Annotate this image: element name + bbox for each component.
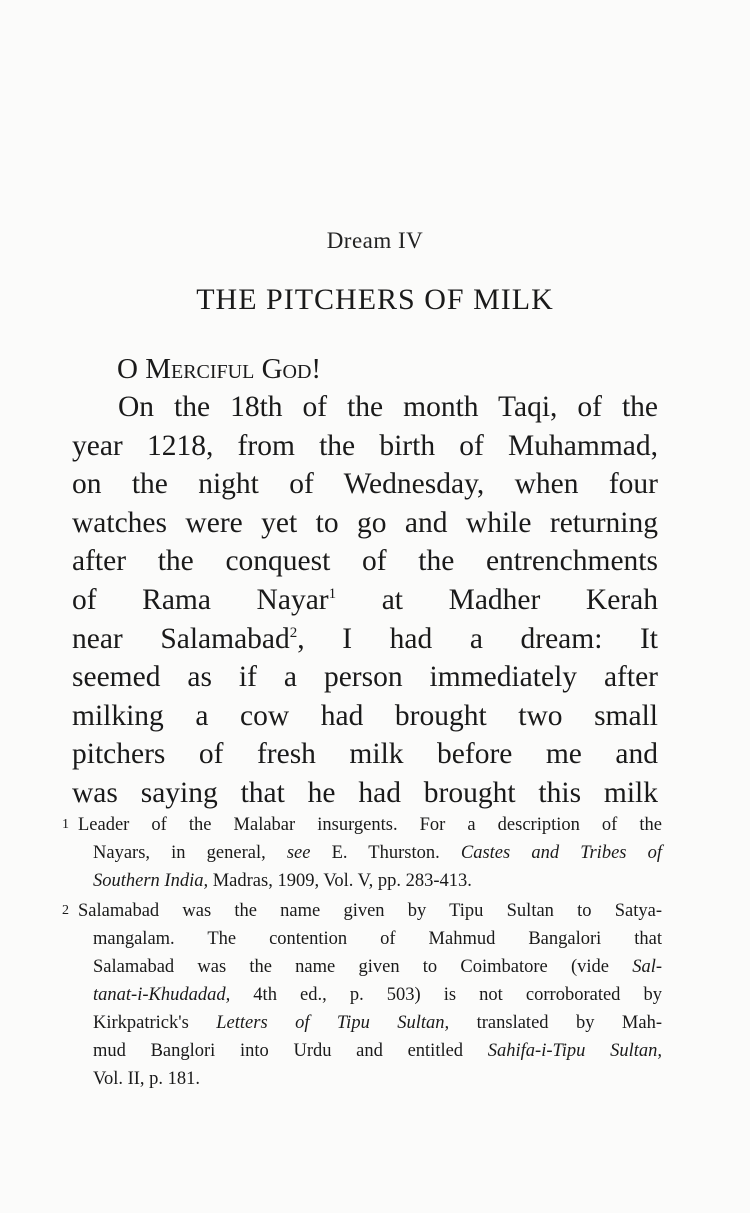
body-line: seemed as if a person immediately after <box>72 661 658 694</box>
footnote-italic: see <box>286 843 311 863</box>
body-text <box>72 388 658 813</box>
body-line-footnote-1 <box>72 581 658 620</box>
footnotes <box>62 811 662 1093</box>
footnote-line <box>93 953 662 981</box>
body-line: On the 18th of the month Taqi, of the <box>118 391 658 423</box>
footnote-italic: Letters of Tipu Sultan, <box>216 1013 450 1033</box>
footnote-line: mangalam. The contention of Mahmud Bangalori that <box>93 929 662 949</box>
chapter-title: THE PITCHERS OF MILK <box>196 283 554 316</box>
footnote-line <box>93 1037 662 1065</box>
body-line-text: of Rama Nayar <box>72 583 329 616</box>
footnote-text: translated by Mah- <box>449 1013 662 1033</box>
footnote-italic: Sal- <box>632 957 662 977</box>
body-line-text: , I had a dream: It <box>297 622 659 655</box>
footnote-italic: Southern India, <box>93 871 209 891</box>
footnote-italic: tanat-i-Khudadad, <box>93 985 231 1005</box>
body-line: on the night of Wednesday, when four <box>72 468 658 501</box>
footnote-line: Vol. II, p. 181. <box>93 1069 201 1089</box>
body-line: milking a cow had brought two small <box>72 699 658 732</box>
footnote-1 <box>62 811 662 895</box>
footnote-line <box>93 981 662 1009</box>
body-line: watches were yet to go and while returning <box>72 506 658 539</box>
invocation-rest: Merciful God! <box>145 353 322 385</box>
chapter-label: Dream IV <box>326 228 424 253</box>
footnote-line: Salamabad was the name given by Tipu Sultan to Satya- <box>78 901 662 921</box>
footnote-italic: Castes and Tribes of <box>460 843 662 863</box>
body-line: pitchers of fresh milk before me and <box>72 738 658 771</box>
footnote-number: 1 <box>62 817 69 832</box>
footnote-text: 4th ed., p. 503) is not corroborated by <box>230 985 662 1005</box>
invocation <box>117 353 321 386</box>
footnote-ref-2: 2 <box>289 624 298 641</box>
footnote-ref-1: 1 <box>328 586 337 603</box>
footnote-text: Kirkpatrick's <box>93 1013 217 1033</box>
footnote-text: Madras, 1909, Vol. V, pp. 283-413. <box>208 871 472 891</box>
footnote-text: Salamabad was the name given to Coimbatore (vide <box>93 957 633 977</box>
body-line: was saying that he had brought this milk <box>72 776 658 809</box>
body-line-text: at Madher Kerah <box>336 583 658 616</box>
footnote-line <box>93 1009 662 1037</box>
footnote-text: Nayars, in general, <box>93 843 287 863</box>
footnote-2 <box>62 897 662 1093</box>
body-line: year 1218, from the birth of Muhammad, <box>72 429 658 462</box>
footnote-line <box>93 839 662 867</box>
body-line-text: near Salamabad <box>72 622 290 655</box>
footnote-text: mud Banglori into Urdu and entitled <box>93 1041 488 1061</box>
footnote-line: Leader of the Malabar insurgents. For a description of the <box>78 815 662 835</box>
footnote-text: E. Thurston. <box>310 843 461 863</box>
footnote-number: 2 <box>62 903 69 918</box>
body-line: after the conquest of the entrenchments <box>72 545 658 578</box>
footnote-italic: Sahifa-i-Tipu Sultan, <box>487 1041 662 1061</box>
footnote-line <box>93 867 662 895</box>
invocation-first: O <box>117 353 138 385</box>
body-line-footnote-2 <box>72 620 658 659</box>
